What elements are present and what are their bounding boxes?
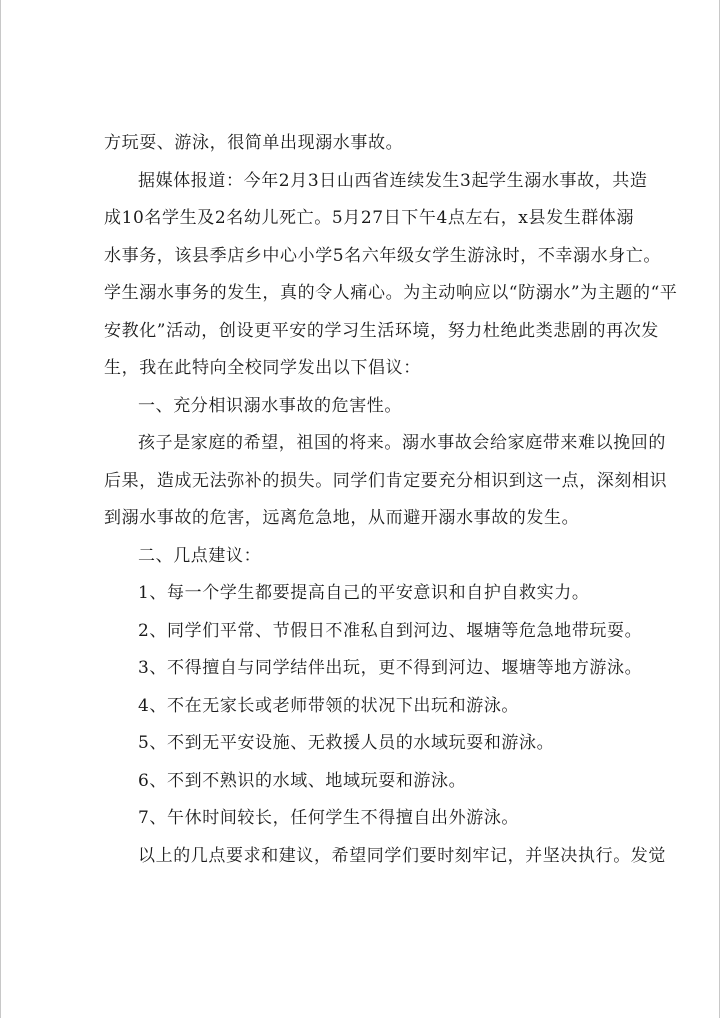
text-line-9: 孩子是家庭的希望，祖国的将来。溺水事故会给家庭带来难以挽回的 bbox=[138, 433, 666, 453]
text-line-11: 到溺水事故的危害，远离危急地，从而避开溺水事故的发生。 bbox=[104, 508, 580, 528]
list-item-4: 4、不在无家长或老师带领的状况下出玩和游泳。 bbox=[138, 695, 520, 716]
text-line-5: 学生溺水事务的发生，真的令人痛心。为主动响应以“防溺水”为主题的“平 bbox=[104, 283, 678, 303]
text-line-3: 成10名学生及2名幼儿死亡。5月27日下午4点左右，x县发生群体溺 bbox=[104, 208, 635, 228]
section-heading-2: 二、几点建议： bbox=[138, 545, 262, 566]
list-item-5: 5、不到无平安设施、无救援人员的水域玩耍和游泳。 bbox=[138, 733, 555, 753]
text-line-2: 据媒体报道：今年2月3日山西省连续发生3起学生溺水事故，共造 bbox=[138, 170, 648, 191]
text-line-7: 生，我在此特向全校同学发出以下倡议： bbox=[104, 358, 421, 378]
text-line-4: 水事务，该县季店乡中心小学5名六年级女学生游泳时，不幸溺水身亡。 bbox=[104, 245, 662, 266]
document-body bbox=[104, 125, 678, 875]
text-line-20: 以上的几点要求和建议，希望同学们要时刻牢记，并坚决执行。发觉 bbox=[138, 845, 666, 866]
list-item-3: 3、不得擅自与同学结伴出玩，更不得到河边、堰塘等地方游泳。 bbox=[138, 658, 643, 678]
list-item-6: 6、不到不熟识的水域、地域玩耍和游泳。 bbox=[138, 770, 467, 791]
text-line-10: 后果，造成无法弥补的损失。同学们肯定要充分相识到这一点，深刻相识 bbox=[104, 470, 668, 491]
text-line-6: 安教化”活动，创设更平安的学习生活环境，努力杜绝此类悲剧的再次发 bbox=[104, 320, 659, 341]
list-item-2: 2、同学们平常、节假日不准私自到河边、堰塘等危急地带玩耍。 bbox=[138, 620, 643, 641]
list-item-1: 1、每一个学生都要提高自己的平安意识和自护自救实力。 bbox=[138, 583, 590, 603]
section-heading-1: 一、充分相识溺水事故的危害性。 bbox=[138, 395, 402, 416]
list-item-7: 7、午休时间较长，任何学生不得擅自出外游泳。 bbox=[138, 808, 520, 828]
text-line-1: 方玩耍、游泳，很简单出现溺水事故。 bbox=[104, 133, 404, 153]
